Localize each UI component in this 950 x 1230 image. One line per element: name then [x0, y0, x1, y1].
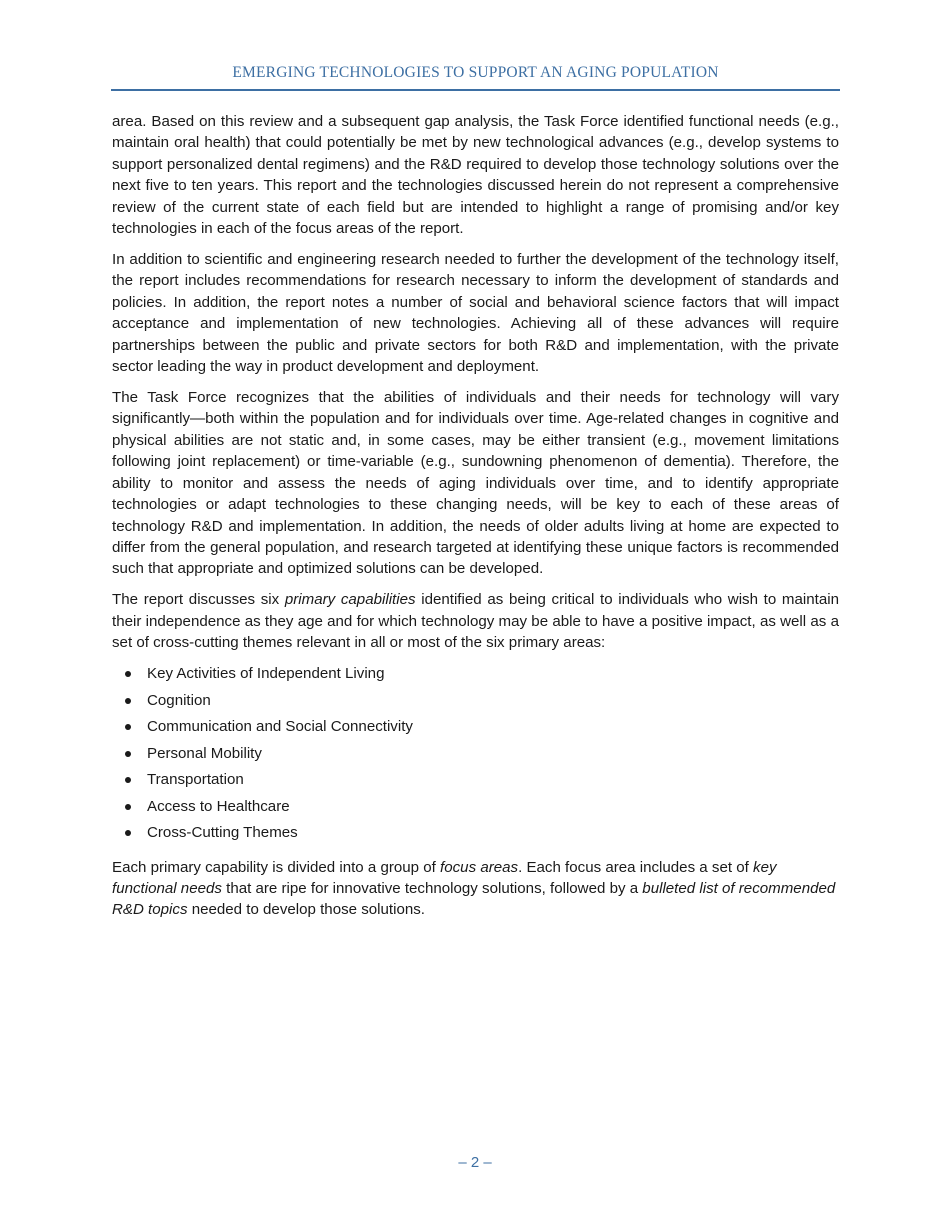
bullet-icon: [125, 671, 131, 677]
capabilities-list: [112, 663, 839, 849]
bullet-icon: [125, 777, 131, 783]
list-item: Transportation: [112, 769, 839, 796]
running-header: EMERGING TECHNOLOGIES TO SUPPORT AN AGING POPULATION: [232, 64, 719, 81]
paragraph-closing: Each primary capability is divided into a group of focus areas. Each focus area includes a set of key functional needs that are ripe for innovative technology solutions, followed by a bulleted list of recommended R&D topics needed to develop those solutions.: [112, 858, 836, 919]
header-rule: [111, 89, 840, 91]
emphasis-focus-areas: focus areas: [440, 858, 519, 876]
bullet-icon: [125, 751, 131, 757]
paragraph-capabilities-intro: The report discusses six primary capabilities identified as being critical to individuals who wish to maintain their independence as they age and for which technology may be able to have a positive impact, as well as a set of cross-cutting themes relevant in all or most of the six primary areas:: [112, 591, 839, 652]
paragraph-abilities: The Task Force recognizes that the abilities of individuals and their needs for technology will vary significantly—both within the population and for individuals over time. Age-related changes in cognitive and physical abilities are not static and, in some cases, may be either transient (e.g., movement limitations following joint replacement) or time-variable (e.g., sundowning phenomenon of dementia). Therefore, the ability to monitor and assess the needs of aging individuals over time, and to identify appropriate technologies or adapt technologies to these changing needs, will be key to each of these areas of technology R&D and implementation. In addition, the needs of older adults living at home are expected to differ from the general population, and research targeted at identifying these unique factors is recommended such that appropriate and optimized solutions can be developed.: [112, 389, 839, 578]
page-number: – 2 –: [458, 1154, 492, 1171]
list-item: Personal Mobility: [112, 743, 839, 770]
paragraph-research: In addition to scientific and engineering research needed to further the development of the technology itself, the report includes recommendations for research necessary to inform the development of standards and policies. In addition, the report notes a number of social and behavioral science factors that will impact acceptance and implementation of new technologies. Achieving all of these advances will require partnerships between the public and private sectors for both R&D and implementation, with the private sector leading the way in product development and deployment.: [112, 251, 839, 376]
body-text: [112, 111, 839, 930]
emphasis-primary-capabilities: primary capabilities: [284, 591, 416, 609]
list-item: Access to Healthcare: [112, 796, 839, 823]
emphasis-bulleted-list: bulleted list of recommended R&D topics: [112, 880, 836, 919]
emphasis-key-functional-needs: key functional needs: [112, 858, 777, 898]
list-item: Cross-Cutting Themes: [112, 822, 839, 849]
list-item: Cognition: [112, 690, 839, 717]
bullet-icon: [125, 724, 131, 730]
list-item: Key Activities of Independent Living: [112, 663, 839, 690]
bullet-icon: [125, 698, 131, 704]
bullet-icon: [125, 830, 131, 836]
list-item: Communication and Social Connectivity: [112, 716, 839, 743]
paragraph-review: area. Based on this review and a subsequent gap analysis, the Task Force identified functional needs (e.g., maintain oral health) that could potentially be met by new technological advances (e.g., develop systems to support personalized dental regimens) and the R&D required to develop those technology solutions over the next five to ten years. This report and the technologies discussed herein do not represent a comprehensive review of the current state of each field but are intended to highlight a range of promising and/or key technologies in each of the focus areas of the report.: [112, 113, 839, 238]
bullet-icon: [125, 804, 131, 810]
